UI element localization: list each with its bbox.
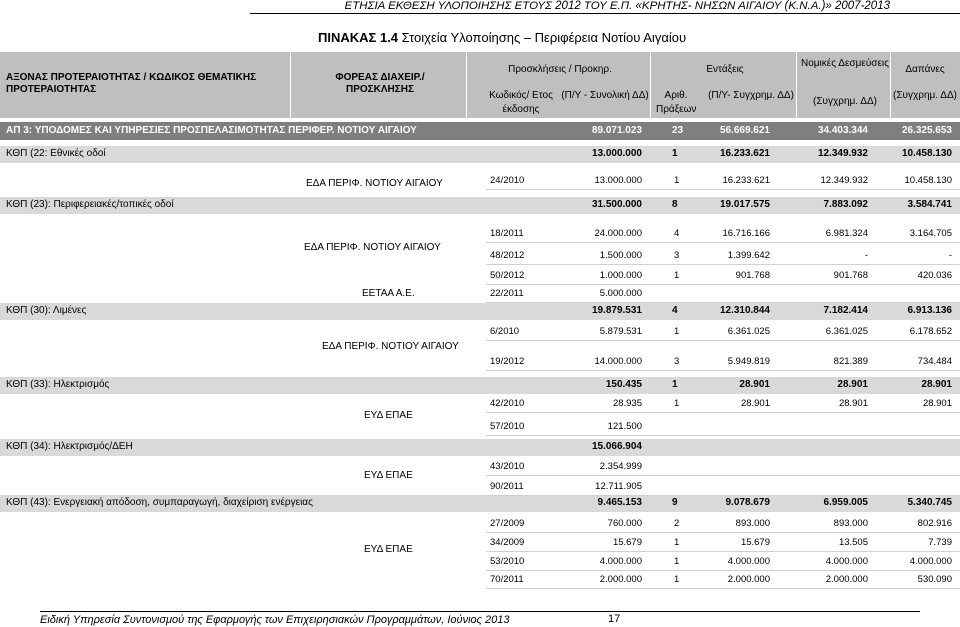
body-label: ΕΔΑ ΠΕΡΙΦ. ΝΟΤΙΟΥ ΑΙΓΑΙΟΥ [304,242,441,253]
row-divider [486,284,960,285]
category-legal: 28.901 [837,379,868,390]
detail-actions: 4 [674,228,680,239]
col-header-total: (Π/Υ - Συνολική ΔΔ) [561,90,649,101]
detail-legal: 893.000 [833,518,868,529]
detail-actions: 1 [674,398,680,409]
col-header-axis: ΑΞΟΝΑΣ ΠΡΟΤΕΡΑΙΟΤΗΤΑΣ / ΚΩΔΙΚΟΣ ΘΕΜΑΤΙΚΗΣ ΠΡΟΤΕΡΑΙΟΤΗΤΑΣ [6,72,257,95]
category-expenses: 10.458.130 [901,148,952,159]
category-total: 15.066.904 [591,441,642,452]
col-header-body: ΦΟΡΕΑΣ ΔΙΑΧΕΙΡ./ ΠΡΟΣΚΛΗΣΗΣ [335,72,425,95]
detail-cofin: 2.000.000 [727,574,770,585]
detail-total: 28.935 [612,398,642,409]
detail-code: 18/2011 [490,228,524,239]
detail-total: 121.500 [607,421,642,432]
category-label: ΚΘΠ (23): Περιφερειακές/τοπικές οδοί [6,199,174,210]
detail-code: 6/2010 [490,326,520,337]
category-legal: 7.883.092 [823,199,868,210]
detail-code: 42/2010 [490,398,525,409]
detail-total: 14.000.000 [594,356,642,367]
axis-expenses: 26.325.653 [901,125,952,136]
detail-code: 50/2012 [490,270,525,281]
col-header-cofin: (Π/Υ- Συγχρημ. ΔΔ) [708,90,794,101]
row-divider [486,435,960,436]
detail-cofin: 28.901 [740,398,770,409]
row-divider [486,532,960,533]
row-divider [486,189,960,190]
body-label: ΕΥΔ ΕΠΑΕ [364,544,413,555]
detail-legal: 4.000.000 [825,556,868,567]
category-total: 150.435 [605,379,642,390]
detail-actions: 3 [674,356,680,367]
detail-total: 760.000 [607,518,642,529]
category-expenses: 6.913.136 [907,305,952,316]
detail-total: 5.000.000 [599,288,642,299]
detail-code: 27/2009 [490,518,525,529]
category-label: ΚΘΠ (30): Λιμένες [6,305,87,316]
category-actions: 8 [672,199,678,210]
row-divider [486,302,960,303]
axis-total: 89.071.023 [591,125,642,136]
detail-cofin: 16.716.166 [722,228,770,239]
detail-code: 53/2010 [490,556,525,567]
footer-rule [40,611,920,612]
category-label: ΚΘΠ (22: Εθνικές οδοί [6,148,106,159]
document-header: ΕΤΗΣΙΑ ΕΚΘΕΣΗ ΥΛΟΠΟΙΗΣΗΣ ΕΤΟΥΣ 2012 ΤΟΥ Ε.Π. «ΚΡΗΤΗΣ- ΝΗΣΩΝ ΑΙΓΑΙΟΥ (Κ.Ν.Α.)» 2007-2013 [344,0,890,12]
detail-code: 34/2009 [490,537,525,548]
detail-legal: 821.389 [833,356,868,367]
detail-code: 90/2011 [490,481,524,492]
detail-expenses: 734.484 [917,356,952,367]
category-expenses: 3.584.741 [907,199,952,210]
detail-actions: 1 [674,175,680,186]
detail-total: 2.354.999 [599,461,642,472]
category-cofin: 19.017.575 [719,199,770,210]
detail-legal: 6.361.025 [825,326,868,337]
detail-expenses: 28.901 [922,398,952,409]
row-divider [486,340,960,341]
detail-total: 4.000.000 [599,556,642,567]
detail-expenses: 420.036 [917,270,952,281]
header-divider [650,52,651,118]
category-actions: 9 [672,497,678,508]
detail-actions: 1 [674,326,680,337]
category-legal: 12.349.932 [817,148,868,159]
footer-text: Ειδική Υπηρεσία Συντονισμού της Εφαρμογής των Επιχειρησιακών Προγραμμάτων, Ιούνιος 2013 [40,614,510,626]
detail-expenses: 10.458.130 [904,175,952,186]
category-expenses: 28.901 [921,379,952,390]
detail-code: 43/2010 [490,461,525,472]
header-divider [890,52,891,118]
category-cofin: 16.233.621 [719,148,770,159]
page-number: 17 [608,613,621,625]
category-legal: 6.959.005 [823,497,868,508]
row-divider [486,495,960,496]
header-divider [796,52,797,118]
category-actions: 4 [672,305,678,316]
detail-legal: 13.505 [838,537,868,548]
detail-code: 24/2010 [490,175,525,186]
detail-actions: 3 [674,250,680,261]
axis-label: ΑΠ 3: ΥΠΟΔΟΜΕΣ ΚΑΙ ΥΠΗΡΕΣΙΕΣ ΠΡΟΣΠΕΛΑΣΙΜΟΤΗΤΑΣ ΠΕΡΙΦΕΡ. ΝΟΤΙΟΥ ΑΙΓΑΙΟΥ [6,125,417,136]
col-header-actions: Αριθ. Πράξεων [656,90,697,115]
detail-total: 1.000.000 [599,270,642,281]
detail-cofin: 6.361.025 [727,326,770,337]
axis-cofin: 56.669.621 [719,125,770,136]
body-label: ΕΥΔ ΕΠΑΕ [364,470,413,481]
detail-actions: 1 [674,574,680,585]
category-label: ΚΘΠ (34): Ηλεκτρισμός/ΔΕΗ [6,441,133,452]
category-actions: 1 [672,148,678,159]
category-label: ΚΘΠ (43): Ενεργειακή απόδοση, συμπαραγωγή, διαχείριση ενέργειας [6,497,313,508]
detail-cofin: 893.000 [735,518,770,529]
table-title-text: Στοιχεία Υλοποίησης – Περιφέρεια Νοτίου Αιγαίου [398,30,687,45]
detail-total: 24.000.000 [594,228,642,239]
axis-legal: 34.403.344 [817,125,868,136]
detail-cofin: 1.399.642 [727,250,770,261]
detail-expenses: 3.164.705 [909,228,952,239]
row-divider [486,475,960,476]
detail-expenses: 802.916 [917,518,952,529]
category-cofin: 9.078.679 [725,497,770,508]
category-total: 9.465.153 [597,497,642,508]
col-header-inclusions: Εντάξεις [706,64,744,75]
table-title [318,30,686,45]
row-divider [486,412,960,413]
col-header-expenses-sub: (Συγχρημ. ΔΔ) [893,90,957,101]
detail-cofin: 901.768 [735,270,770,281]
detail-total: 13.000.000 [594,175,642,186]
detail-total: 15.679 [612,537,642,548]
col-header-legal: Νομικές Δεσμεύσεις [801,58,889,69]
detail-expenses: 7.739 [928,537,952,548]
detail-actions: 2 [674,518,680,529]
row-divider [486,551,960,552]
row-divider [486,370,960,371]
row-divider [486,588,960,589]
detail-code: 70/2011 [490,574,524,585]
detail-actions: 1 [674,270,680,281]
header-divider [290,52,291,118]
detail-total: 5.879.531 [599,326,642,337]
col-header-legal-sub: (Συγχρημ. ΔΔ) [813,96,877,107]
detail-actions: 1 [674,537,680,548]
category-expenses: 5.340.745 [907,497,952,508]
detail-cofin: 4.000.000 [727,556,770,567]
body-label: ΕΕΤΑΑ Α.Ε. [362,288,415,299]
detail-expenses: 4.000.000 [909,556,952,567]
detail-expenses: 530.090 [917,574,952,585]
row-divider [486,242,960,243]
category-total: 13.000.000 [591,148,642,159]
header-rule [250,13,960,14]
detail-expenses: 6.178.652 [909,326,952,337]
detail-code: 19/2012 [490,356,525,367]
detail-cofin: 5.949.819 [727,356,770,367]
detail-actions: 1 [674,556,680,567]
detail-total: 1.500.000 [599,250,642,261]
col-header-expenses: Δαπάνες [905,64,945,75]
detail-legal: 901.768 [833,270,868,281]
detail-total: 2.000.000 [599,574,642,585]
category-legal: 7.182.414 [823,305,868,316]
axis-actions: 23 [672,125,684,136]
body-label: ΕΔΑ ΠΕΡΙΦ. ΝΟΤΙΟΥ ΑΙΓΑΙΟΥ [306,178,443,189]
header-divider [466,52,467,118]
detail-code: 57/2010 [490,421,525,432]
detail-legal: 6.981.324 [825,228,868,239]
body-label: ΕΥΔ ΕΠΑΕ [364,410,413,421]
detail-legal: 2.000.000 [825,574,868,585]
detail-cofin: 15.679 [740,537,770,548]
category-actions: 1 [672,379,678,390]
row-divider [486,570,960,571]
row-divider [486,264,960,265]
detail-cofin: 16.233.621 [722,175,770,186]
col-header-calls: Προσκλήσεις / Προκηρ. [508,64,612,75]
detail-legal: - [864,250,868,261]
detail-legal: 28.901 [838,398,868,409]
category-label: ΚΘΠ (33): Ηλεκτρισμός [6,379,110,390]
category-cofin: 28.901 [739,379,770,390]
col-header-code: Κωδικός/ Ετος έκδοσης [489,90,553,115]
category-total: 19.879.531 [591,305,642,316]
detail-expenses: - [948,250,952,261]
category-cofin: 12.310.844 [719,305,770,316]
category-row [0,439,960,456]
table-title-number: ΠΙΝΑΚΑΣ 1.4 [318,30,399,45]
body-label: ΕΔΑ ΠΕΡΙΦ. ΝΟΤΙΟΥ ΑΙΓΑΙΟΥ [322,341,459,352]
detail-code: 48/2012 [490,250,525,261]
detail-total: 12.711.905 [595,481,642,492]
category-total: 31.500.000 [591,199,642,210]
detail-code: 22/2011 [490,288,524,299]
detail-legal: 12.349.932 [820,175,868,186]
